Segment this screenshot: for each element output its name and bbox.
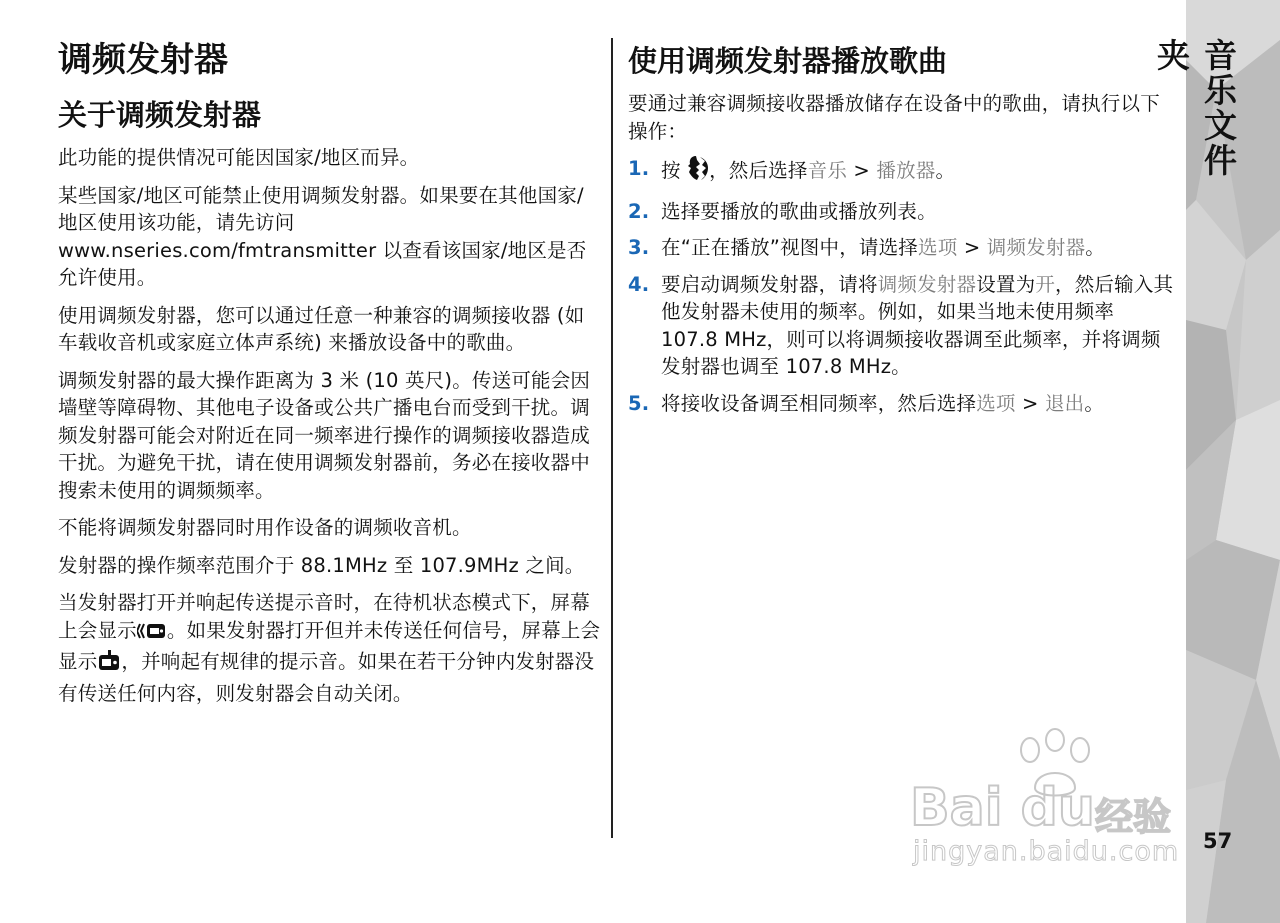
menu-path-player: 播放器 (876, 159, 936, 182)
step-3 (628, 234, 1176, 262)
indicator-text-b: 。如果发射器打开但并未传送任何信号，屏幕上会显示 (58, 618, 601, 673)
step-text: 。 (1085, 236, 1105, 259)
step-number: 4. (628, 272, 650, 296)
step-text: ，然后选择 (709, 159, 808, 182)
indicator-text-c: ，并响起有规律的提示音。如果在若干分钟内发射器没有传送任何内容，则发射器会自动关闭。 (58, 650, 595, 705)
step-number: 5. (628, 391, 650, 415)
step-text: 按 (661, 159, 681, 182)
step-number: 2. (628, 199, 650, 223)
setting-fm-transmitter: 调频发射器 (877, 272, 977, 296)
step-4 (628, 271, 1176, 381)
paragraph-indicators (58, 589, 603, 707)
step-text: 将接收设备调至相同频率，然后选择 (661, 391, 977, 415)
watermark-url: jingyan.baidu.com (913, 836, 1180, 867)
paragraph-frequency: 发射器的操作频率范围介于 88.1MHz 至 107.9MHz 之间。 (58, 553, 585, 577)
menu-key-icon (687, 155, 709, 189)
watermark-brand: Bai du (910, 778, 1095, 838)
step-text: 选择要播放的歌曲或播放列表。 (661, 199, 937, 223)
menu-path-exit: 退出 (1044, 391, 1085, 415)
step-text: ，然后输入其他发射器未使用的频率。例如，如果当地未使用频率 107.8 MHz，则可以将调频接收器调至此频率，并将调频发射器也调至 107.8 MHz。 (661, 272, 1174, 378)
step-text: 。 (1084, 391, 1105, 415)
path-separator: > (847, 159, 877, 182)
steps-list (628, 155, 1176, 417)
right-column (628, 36, 1176, 426)
step-2 (628, 198, 1176, 226)
menu-path-fm-transmitter: 调频发射器 (986, 236, 1086, 259)
step-number: 3. (628, 236, 650, 259)
step-text: 。 (935, 159, 956, 182)
watermark-brand-cn: 经验 (1095, 795, 1172, 839)
indicator-text-a: 当发射器打开并响起传送提示音时，在待机状态模式下，屏幕上会显示 (58, 591, 590, 642)
step-1 (628, 155, 1176, 189)
left-column (58, 36, 603, 717)
section-subtitle: 关于调频发射器 (58, 98, 262, 132)
step-text: 在“正在播放”视图中，请选择 (661, 236, 919, 259)
setting-value-on: 开 (1035, 272, 1056, 296)
paragraph-usage: 使用调频发射器，您可以通过任意一种兼容的调频接收器 (如车载收音机或家庭立体声系统) 来播放设备中的歌曲。 (58, 303, 585, 354)
intro-paragraph: 要通过兼容调频接收器播放储存在设备中的歌曲，请执行以下操作： (628, 92, 1160, 143)
baidu-watermark (905, 728, 1205, 878)
column-divider (611, 38, 613, 838)
menu-path-options: 选项 (918, 236, 958, 259)
page-title: 调频发射器 (58, 40, 228, 80)
path-separator: > (1015, 391, 1045, 415)
step-5 (628, 390, 1176, 418)
menu-path-music: 音乐 (807, 159, 848, 182)
step-text: 要启动调频发射器，请将 (661, 272, 878, 296)
right-section-title: 使用调频发射器播放歌曲 (628, 44, 948, 78)
paragraph-no-radio: 不能将调频发射器同时用作设备的调频收音机。 (58, 516, 472, 539)
step-number: 1. (628, 157, 650, 180)
menu-path-options: 选项 (976, 391, 1016, 415)
chapter-title: 音乐文件夹 (1152, 38, 1238, 178)
fm-idle-icon (97, 650, 121, 680)
paragraph-availability: 此功能的提供情况可能因国家/地区而异。 (58, 146, 420, 169)
paragraph-legal: 某些国家/地区可能禁止使用调频发射器。如果要在其他国家/地区使用该功能，请先访问 www.nseries.com/fmtransmitter 以查看该国家/地区是否允许使用。 (58, 183, 587, 289)
fm-transmitting-icon (137, 621, 167, 649)
path-separator: > (957, 236, 987, 259)
paragraph-range: 调频发射器的最大操作距离为 3 米 (10 英尺)。传送可能会因墙壁等障碍物、其他电子设备或公共广播电台而受到干扰。调频发射器可能会对附近在同一频率进行操作的调频接收器造成干扰。为避免干扰，请在使用调频发射器前，务必在接收器中搜索未使用的调频频率。 (58, 368, 591, 502)
page-number: 57 (1203, 829, 1233, 853)
step-text: 设置为 (976, 272, 1036, 296)
